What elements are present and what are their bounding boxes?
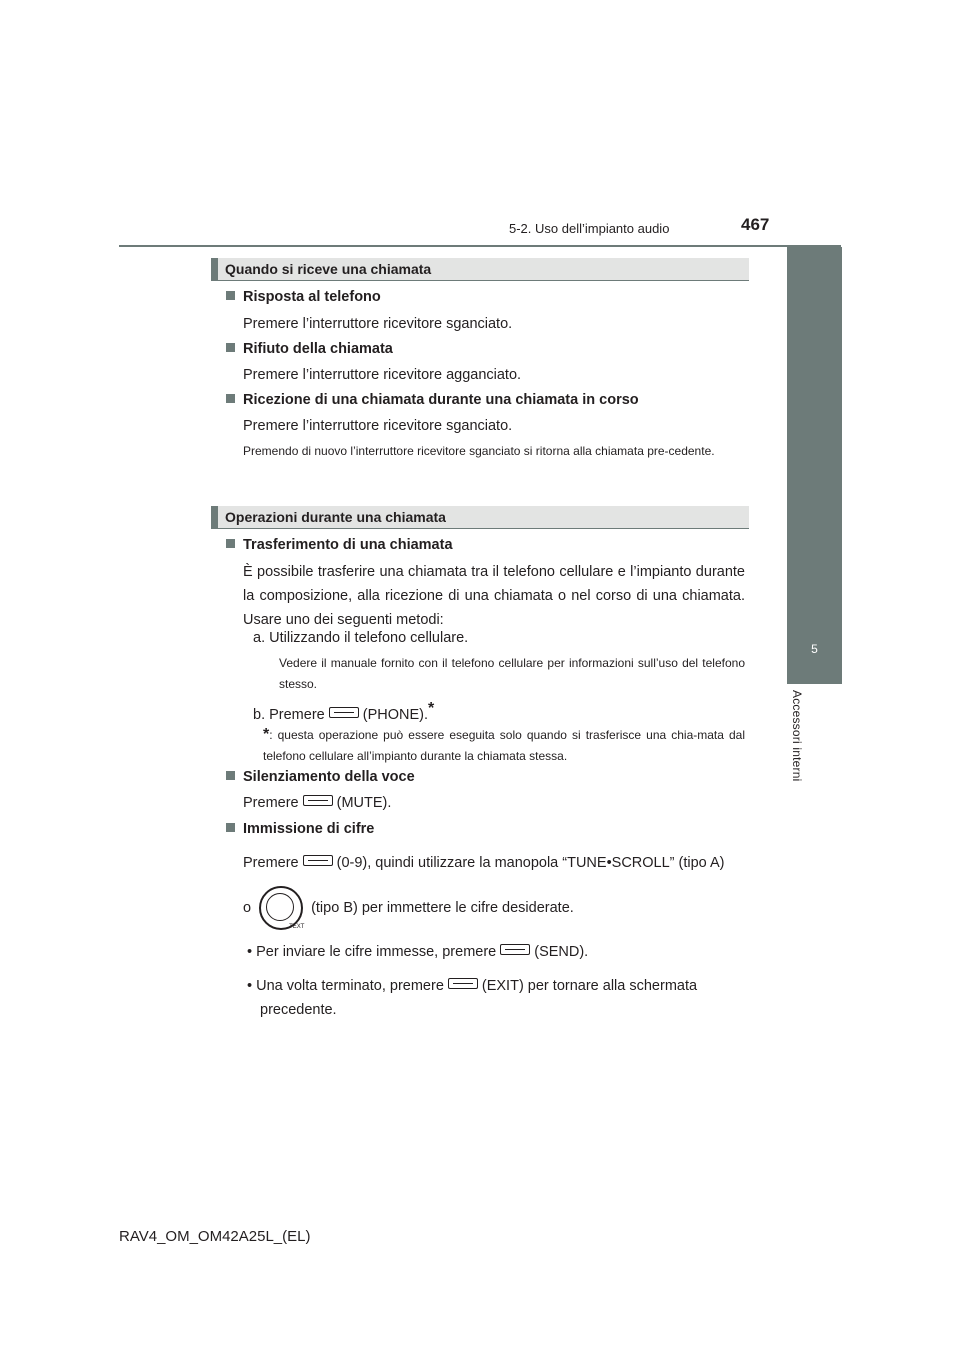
send-button-icon: [500, 944, 530, 955]
item-heading: Ricezione di una chiamata durante una chiamata in corso: [226, 392, 639, 408]
mute-button-icon: [303, 795, 333, 806]
option-a-note: Vedere il manuale fornito con il telefono cellulare per informazioni sull’uso del telefono stesso.: [279, 656, 745, 691]
footnote: *: questa operazione può essere eseguita solo quando si trasferisce una chia-mata dal telefono cellulare all’impianto durante la chiamata stessa.: [263, 726, 745, 763]
item-heading: Trasferimento di una chiamata: [226, 537, 453, 553]
item-heading: Immissione di cifre: [226, 821, 374, 837]
header-section-title: 5-2. Uso dell’impianto audio: [509, 221, 670, 236]
phone-button-icon: [329, 707, 359, 718]
item-text: Premere l’interruttore ricevitore agganciato.: [243, 367, 522, 383]
item-text: Premere (0-9), quindi utilizzare la manopola “TUNE•SCROLL” (tipo A): [243, 855, 725, 871]
square-bullet-icon: [226, 539, 235, 548]
section-box-during-call: [211, 506, 749, 529]
chapter-tab: 5: [787, 626, 842, 684]
square-bullet-icon: [226, 394, 235, 403]
square-bullet-icon: [226, 291, 235, 300]
section-box-incoming: [211, 258, 749, 281]
item-text: o TEXT (tipo B) per immettere le cifre desiderate.: [243, 886, 574, 930]
item-text: Premere l’interruttore ricevitore sganciato.: [243, 316, 513, 332]
section-title: Operazioni durante una chiamata: [225, 509, 446, 525]
item-text: Premere (MUTE).: [243, 795, 392, 811]
item-heading: Silenziamento della voce: [226, 769, 415, 785]
page-number: 467: [741, 215, 770, 234]
option-b: b. Premere (PHONE).*: [253, 700, 435, 723]
item-heading: Rifiuto della chiamata: [226, 341, 393, 357]
item-heading: Risposta al telefono: [226, 289, 381, 305]
side-bar: [787, 247, 842, 626]
square-bullet-icon: [226, 771, 235, 780]
chapter-label: Accessori interni: [790, 690, 804, 782]
item-bullet-cont: precedente.: [260, 1002, 337, 1018]
square-bullet-icon: [226, 823, 235, 832]
option-a: a. Utilizzando il telefono cellulare.: [253, 630, 469, 646]
item-bullet: • Una volta terminato, premere (EXIT) per tornare alla schermata: [247, 978, 698, 994]
tune-scroll-knob-icon: TEXT: [259, 886, 303, 930]
digit-button-icon: [303, 855, 333, 866]
item-text: Premere l’interruttore ricevitore sganciato.: [243, 418, 513, 434]
square-bullet-icon: [226, 343, 235, 352]
exit-button-icon: [448, 978, 478, 989]
item-paragraph: È possibile trasferire una chiamata tra il telefono cellulare e l’impianto durante la composizione, alla ricezione di una chiamata o nel corso di una chiamata. Usare uno dei seguenti metodi:: [243, 564, 745, 628]
item-note: Premendo di nuovo l’interruttore ricevitore sganciato si ritorna alla chiamata pre-cedente.: [243, 444, 715, 458]
header-rule: [119, 245, 841, 247]
item-bullet: • Per inviare le cifre immesse, premere (SEND).: [247, 944, 589, 960]
section-title: Quando si riceve una chiamata: [225, 261, 432, 277]
footer-code: RAV4_OM_OM42A25L_(EL): [119, 1228, 311, 1245]
